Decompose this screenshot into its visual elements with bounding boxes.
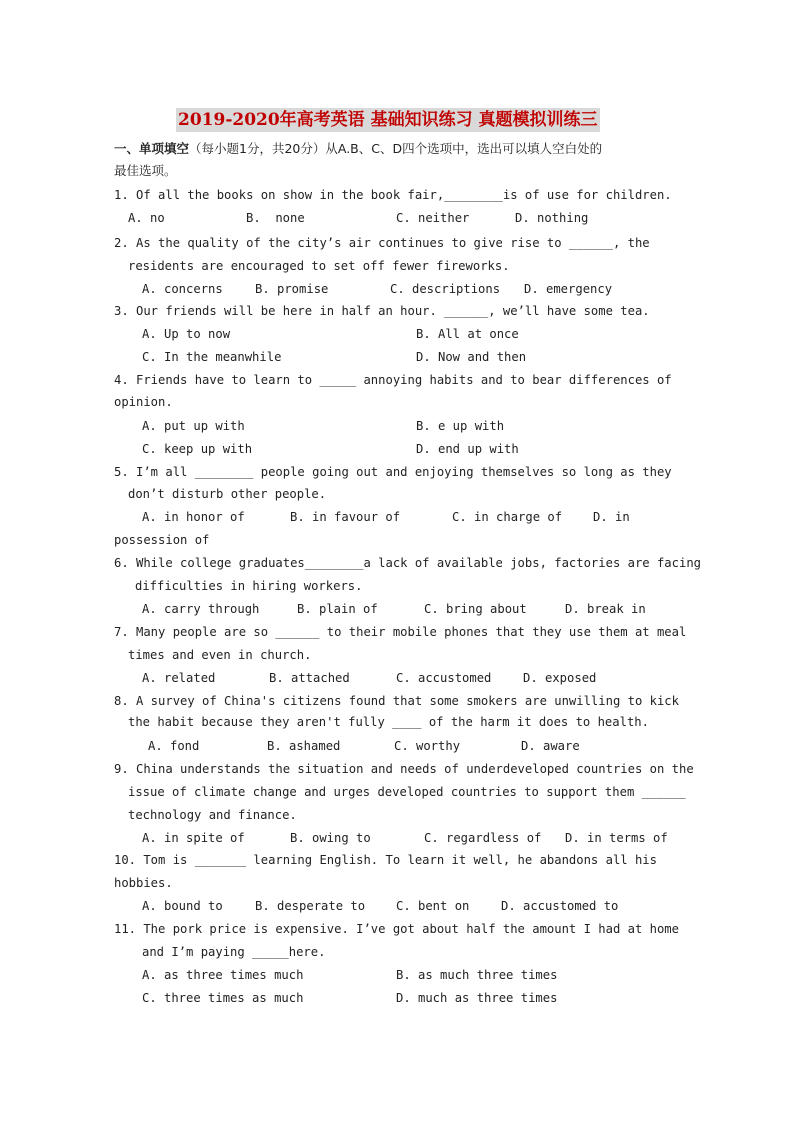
q1-option-d: D. nothing [515,211,589,225]
q5-option-d: D. in [593,510,630,524]
q7-option-a: A. related [142,671,216,685]
question-5-line-3: possession of [114,533,210,547]
q8-option-d: D. aware [521,739,580,753]
question-11-line-1: 11. The pork price is expensive. I’ve got about half the amount I had at home [114,922,679,936]
q5-option-b: B. in favour of [290,510,401,524]
q2-option-d: D. emergency [524,282,613,296]
section-instruction-cont: 最佳选项。 [114,163,177,178]
q2-option-c: C. descriptions [390,282,501,296]
q7-option-d: D. exposed [523,671,597,685]
q10-option-b: B. desperate to [255,899,366,913]
q10-option-d: D. accustomed to [501,899,619,913]
q8-option-a: A. fond [148,739,200,753]
q2-option-b: B. promise [255,282,329,296]
question-5-line-2: don’t disturb other people. [128,487,327,501]
question-8-line-1: 8. A survey of China's citizens found that some smokers are unwilling to kick [114,694,679,708]
q5-option-a: A. in honor of [142,510,245,524]
q4-option-c: C. keep up with [142,442,253,456]
question-9-line-2: issue of climate change and urges developed countries to support them ______ [128,785,686,799]
q5-option-c: C. in charge of [452,510,563,524]
question-7-line-1: 7. Many people are so ______ to their mobile phones that they use them at meal [114,625,687,639]
section-heading: 一、单项填空 [114,141,190,156]
q6-option-c: C. bring about [424,602,527,616]
q8-option-b: B. ashamed [267,739,341,753]
q10-option-c: C. bent on [396,899,470,913]
question-10-line-2: hobbies. [114,876,173,890]
section-instruction: （每小题1分，共20分）从A.B、C、D四个选项中，选出可以填人空白处的 [189,141,603,156]
q1-option-a: A. no [128,211,165,225]
q11-option-a: A. as three times much [142,968,304,982]
document-title: 2019-2020年高考英语 基础知识练习 真题模拟训练三 [178,110,598,130]
q3-option-d: D. Now and then [416,350,527,364]
q4-option-b: B. e up with [416,419,505,433]
section-heading-line [114,140,602,158]
q6-option-d: D. break in [565,602,646,616]
question-8-line-2: the habit because they aren't fully ____ of the harm it does to health. [128,715,649,729]
q2-option-a: A. concerns [142,282,223,296]
question-9-line-3: technology and finance. [128,808,297,822]
q6-option-b: B. plain of [297,602,378,616]
question-10-line-1: 10. Tom is _______ learning English. To learn it well, he abandons all his [114,853,657,867]
q1-option-b: B. none [246,211,305,225]
q8-option-c: C. worthy [394,739,461,753]
q1-option-c: C. neither [396,211,470,225]
question-4-line-1: 4. Friends have to learn to _____ annoying habits and to bear differences of [114,373,672,387]
question-6-line-1: 6. While college graduates________a lack of available jobs, factories are facing [114,556,701,570]
q10-option-a: A. bound to [142,899,223,913]
question-7-line-2: times and even in church. [128,648,312,662]
question-9-line-1: 9. China understands the situation and needs of underdeveloped countries on the [114,762,694,776]
q3-option-b: B. All at once [416,327,519,341]
q7-option-b: B. attached [269,671,350,685]
q11-option-d: D. much as three times [396,991,558,1005]
q6-option-a: A. carry through [142,602,260,616]
q3-option-c: C. In the meanwhile [142,350,282,364]
question-4-line-2: opinion. [114,395,173,409]
q11-option-c: C. three times as much [142,991,304,1005]
question-6-line-2: difficulties in hiring workers. [135,579,363,593]
q11-option-b: B. as much three times [396,968,558,982]
q9-option-b: B. owing to [290,831,371,845]
question-2-line-2: residents are encouraged to set off fewer fireworks. [128,259,510,273]
q4-option-a: A. put up with [142,419,245,433]
question-11-line-2: and I’m paying _____here. [142,945,326,959]
q3-option-a: A. Up to now [142,327,231,341]
question-5-line-1: 5. I’m all ________ people going out and enjoying themselves so long as they [114,465,672,479]
question-1-text: 1. Of all the books on show in the book fair,________is of use for children. [114,188,672,202]
q9-option-d: D. in terms of [565,831,668,845]
question-2-line-1: 2. As the quality of the city’s air continues to give rise to ______, the [114,236,650,250]
q7-option-c: C. accustomed [396,671,492,685]
q4-option-d: D. end up with [416,442,519,456]
q9-option-a: A. in spite of [142,831,245,845]
question-3-text: 3. Our friends will be here in half an hour. ______, we’ll have some tea. [114,304,650,318]
q9-option-c: C. regardless of [424,831,542,845]
